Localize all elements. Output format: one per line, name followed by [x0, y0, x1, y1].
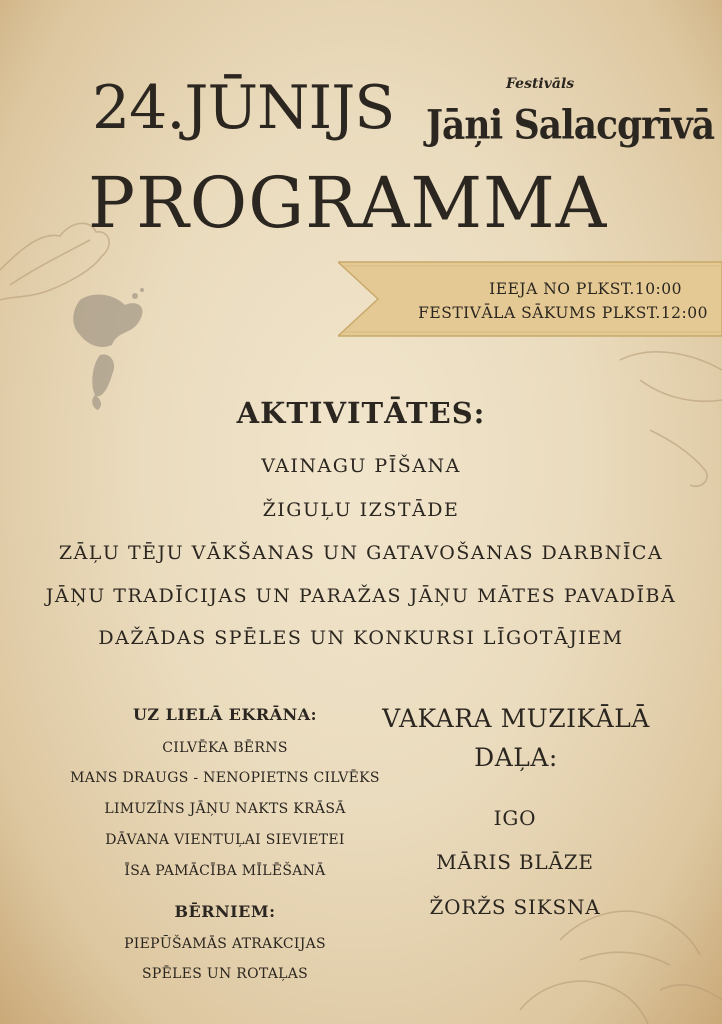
time-ribbon [338, 258, 722, 340]
activity-item: ZĀĻU TĒJU VĀKŠANAS UN GATAVOŠANAS DARBNĪCA [58, 542, 664, 564]
activity-item: ŽIGUĻU IZSTĀDE [262, 499, 460, 521]
big-screen-heading: UZ LIELĀ EKRĀNA: [132, 705, 318, 724]
festival-label: Festivāls [506, 76, 575, 92]
evening-music-heading-line2: DAĻA: [474, 742, 558, 772]
film-item: DĀVANA VIENTUĻAI SIEVIETEI [105, 832, 345, 848]
ink-stain-icon [73, 288, 144, 410]
film-item: CILVĒKA BĒRNS [162, 740, 288, 756]
activity-item: VAINAGU PĪŠANA [261, 455, 461, 477]
festival-start-time: FESTIVĀLA SĀKUMS PLKST.12:00 [418, 304, 708, 322]
artist-item: IGO [493, 806, 537, 830]
film-item: ĪSA PAMĀCĪBA MĪLĒŠANĀ [124, 863, 326, 879]
kids-item: SPĒLES UN ROTAĻAS [141, 966, 309, 982]
film-item: MANS DRAUGS - NENOPIETNS CILVĒKS [70, 770, 380, 786]
kids-heading: BĒRNIEM: [174, 902, 276, 921]
activities-heading: AKTIVITĀTES: [236, 396, 486, 430]
evening-music-heading [356, 700, 676, 778]
date-title: 24.JŪNIJS [92, 73, 395, 143]
ribbon-banner-icon [338, 258, 722, 340]
festival-logo-text: Jāņi Salacgrīvā [426, 101, 715, 149]
activity-item: JĀŅU TRADĪCIJAS UN PARAŽAS JĀŅU MĀTES PAVADĪBĀ [45, 585, 677, 607]
activity-item: DAŽĀDAS SPĒLES UN KONKURSI LĪGOTĀJIEM [98, 627, 624, 649]
programme-title: PROGRAMMA [88, 162, 608, 244]
film-item: LIMUZĪNS JĀŅU NAKTS KRĀSĀ [104, 801, 346, 817]
evening-music-heading-line1: VAKARA MUZIKĀLĀ [382, 704, 650, 733]
artist-item: MĀRIS BLĀZE [436, 850, 594, 874]
artist-item: ŽORŽS SIKSNA [429, 895, 601, 919]
entry-time: IEEJA NO PLKST.10:00 [489, 280, 682, 298]
kids-item: PIEPŪŠAMĀS ATRAKCIJAS [124, 936, 326, 952]
